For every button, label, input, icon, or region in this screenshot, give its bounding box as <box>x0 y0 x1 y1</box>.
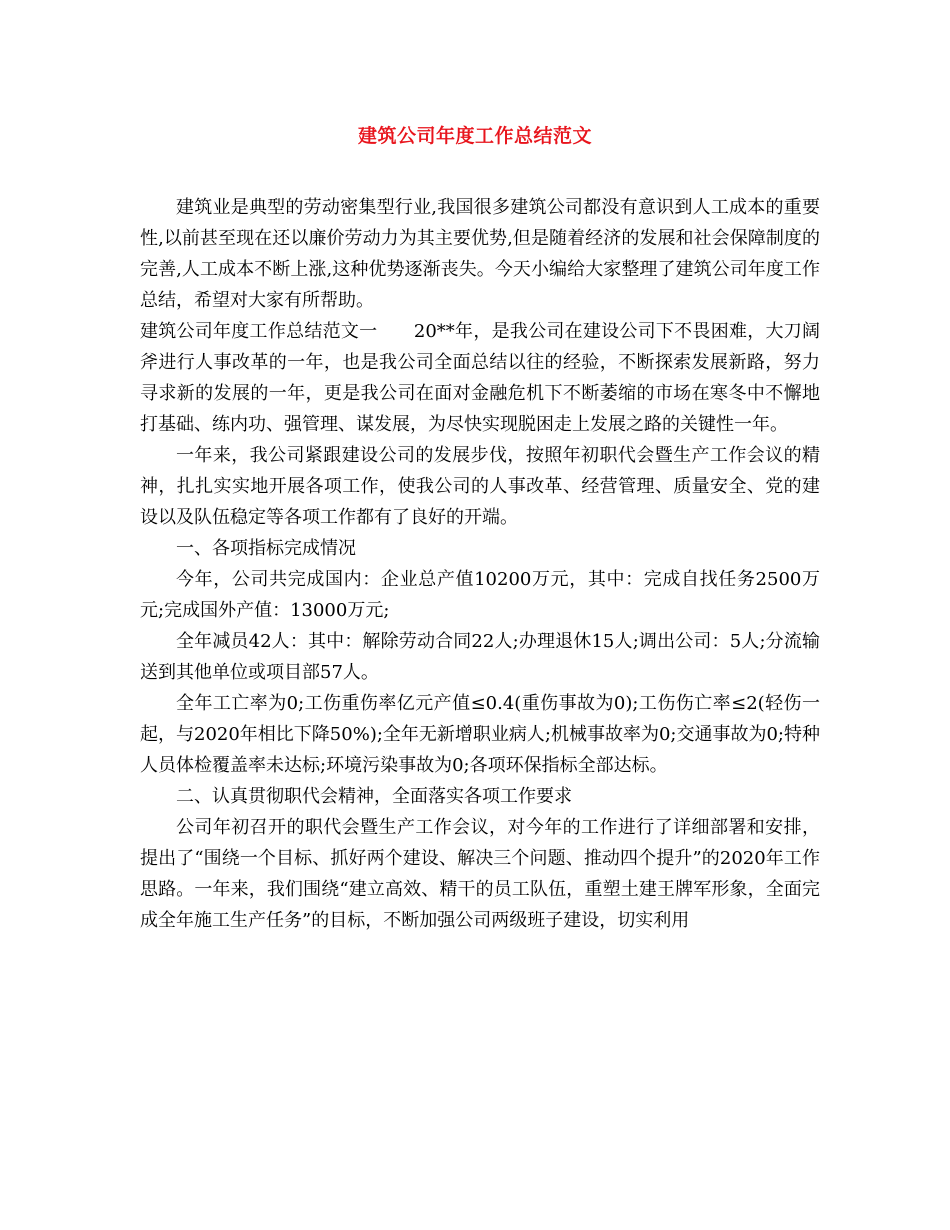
paragraph-intro: 建筑业是典型的劳动密集型行业,我国很多建筑公司都没有意识到人工成本的重要性,以前甚至现在还以廉价劳动力为其主要优势,但是随着经济的发展和社会保障制度的完善,人工成本不断上涨,这种优势逐渐丧失。今天小编给大家整理了建筑公司年度工作总结，希望对大家有所帮助。 <box>140 197 820 311</box>
paragraph-meeting: 公司年初召开的职代会暨生产工作会议，对今年的工作进行了详细部署和安排，提出了“围绕一个目标、抓好两个建设、解决三个问题、推动四个提升”的2020年工作思路。一年来，我们围绕“建立高效、精干的员工队伍，重塑土建王牌军形象，全面完成全年施工生产任务”的目标，不断加强公司两级班子建设，切实利用 <box>140 817 820 931</box>
document-body <box>140 192 820 936</box>
section-heading-implementation: 二、认真贯彻职代会精神，全面落实各项工作要求 <box>176 786 572 807</box>
section-heading-indicators: 一、各项指标完成情况 <box>176 538 356 559</box>
document-title: 建筑公司年度工作总结范文 <box>357 125 592 147</box>
paragraph-staffing: 全年减员42人：其中：解除劳动合同22人;办理退休15人;调出公司：5人;分流输送到其他单位或项目部57人。 <box>140 631 820 683</box>
paragraph-safety: 全年工亡率为0;工伤重伤率亿元产值≤0.4(重伤事故为0);工伤伤亡率≤2(轻伤一起，与2020年相比下降50%);全年无新增职业病人;机械事故率为0;交通事故为0;特种人员体检覆盖率未达标;环境污染事故为0;各项环保指标全部达标。 <box>140 693 820 776</box>
paragraph-sample-one: 建筑公司年度工作总结范文一 20**年，是我公司在建设公司下不畏困难，大刀阔斧进行人事改革的一年，也是我公司全面总结以往的经验，不断探索发展新路，努力寻求新的发展的一年，更是我公司在面对金融危机下不断萎缩的市场在寒冬中不懈地打基础、练内功、强管理、谋发展，为尽快实现脱困走上发展之路的关键性一年。 <box>140 321 820 435</box>
paragraph-overview: 一年来，我公司紧跟建设公司的发展步伐，按照年初职代会暨生产工作会议的精神，扎扎实实地开展各项工作，使我公司的人事改革、经营管理、质量安全、党的建设以及队伍稳定等各项工作都有了良好的开端。 <box>140 445 820 528</box>
paragraph-output: 今年，公司共完成国内：企业总产值10200万元，其中：完成自找任务2500万元;完成国外产值：13000万元; <box>140 569 820 621</box>
